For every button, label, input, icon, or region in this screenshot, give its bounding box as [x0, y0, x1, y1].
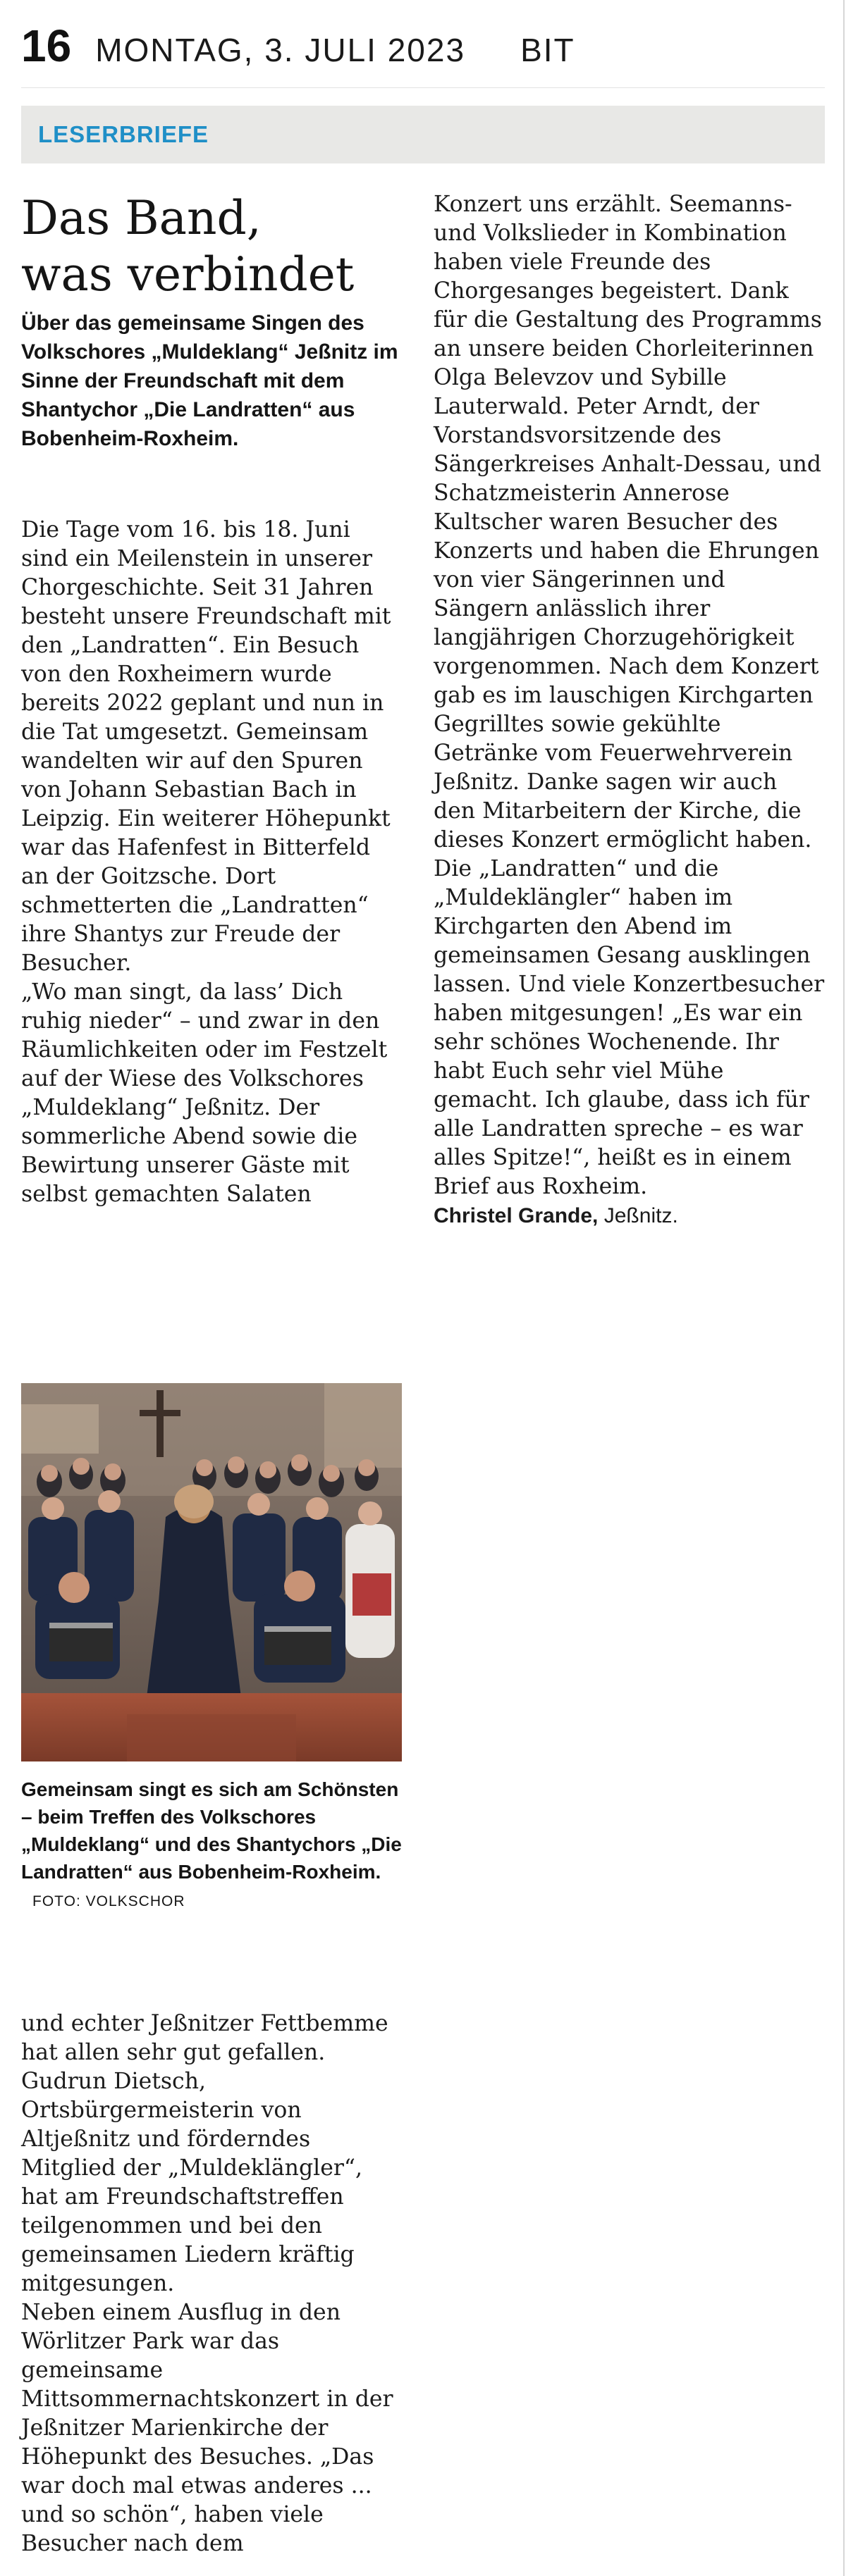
page-edge-rule: [843, 0, 845, 2576]
article-body-left-lower: [21, 2010, 402, 2558]
category-bar: [21, 106, 825, 163]
headline-line-1: Das Band,: [21, 191, 262, 245]
page-header: [21, 20, 575, 76]
author-name: Christel Grande,: [434, 1204, 599, 1227]
photo-caption: [21, 1776, 402, 1915]
headline: [21, 190, 402, 303]
paragraph-4: Neben einem Ausflug in den Wörlitzer Park war das gemeinsame Mittsommernachtskonzert in der Jeßnitzer Marienkirche der Höhepunkt des Besuches. „Das war doch mal etwas anderes ... und so schön“, haben viele Besucher nach dem: [21, 2300, 393, 2556]
article-body-left: [21, 516, 402, 1209]
header-divider: [21, 87, 825, 88]
photo-credit: FOTO: VOLKSCHOR: [32, 1893, 185, 1909]
category-label: LESERBRIEFE: [38, 121, 209, 147]
subheadline: Über das gemeinsame Singen des Volkschores „Muldeklang“ Jeßnitz im Sinne der Freundschaft mit dem Shantychor „Die Landratten“ aus Bobenheim-Roxheim.: [21, 311, 398, 450]
photo-caption-text: Gemeinsam singt es sich am Schönsten – beim Treffen des Volkschores „Muldeklang“ und des Shantychors „Die Landratten“ aus Bobenheim-Roxheim.: [21, 1778, 402, 1883]
choir-photo-illustration: [21, 1383, 402, 1761]
paragraph-6: Die „Landratten“ und die „Muldeklängler“ haben im Kirchgarten den Abend im gemeinsamen Gesang ausklingen lassen. Und viele Konzertbesucher haben mitgesungen! „Es war ein sehr schönes Wochenende. Ihr habt Euch sehr viel Mühe gemacht. Ich glaube, dass ich für alle Landratten spreche – es war alles Spitze!“, heißt es in einem Brief aus Roxheim.: [434, 856, 825, 1199]
paragraph-3: und echter Jeßnitzer Fettbemme hat allen sehr gut gefallen. Gudrun Dietsch, Ortsbürgermeisterin von Altjeßnitz und förderndes Mitglied der „Muldeklängler“, hat am Freundschaftstreffen teilgenommen und bei den gemeinsamen Liedern kräftig mitgesungen.: [21, 2011, 388, 2296]
page-number: 16: [21, 20, 72, 71]
edition-label: BIT: [520, 32, 575, 68]
choir-photo: [21, 1383, 402, 1761]
paragraph-5: Konzert uns erzählt. Seemanns- und Volkslieder in Kombination haben viele Freunde des Chorgesanges begeistert. Dank für die Gestaltung des Programms an unsere beiden Chorleiterinnen Olga Belevzov und Sybille Lauterwald. Peter Arndt, der Vorstandsvorsitzende des Sängerkreises Anhalt-Dessau, und Schatzmeisterin Annerose Kultscher waren Besucher des Konzerts und haben die Ehrungen von vier Sängerinnen und Sängern anlässlich ihrer langjährigen Chorzugehörigkeit vorgenommen. Nach dem Konzert gab es im lauschigen Kirchgarten Gegrilltes sowie gekühlte Getränke vom Feuerwehrverein Jeßnitz. Danke sagen wir auch den Mitarbeitern der Kirche, die dieses Konzert ermöglicht haben.: [434, 192, 822, 853]
article-heading: [21, 190, 402, 453]
issue-date: MONTAG, 3. JULI 2023: [95, 32, 466, 68]
author-signature: [434, 1201, 825, 1230]
headline-line-2: was verbindet: [21, 247, 355, 302]
article-body-right: [434, 190, 825, 1230]
paragraph-2: „Wo man singt, da lass’ Dich ruhig nieder“ – und zwar in den Räumlichkeiten oder im Festzelt auf der Wiese des Volkschores „Muldeklang“ Jeßnitz. Der sommerliche Abend sowie die Bewirtung unserer Gäste mit selbst gemachten Salaten: [21, 979, 388, 1207]
paragraph-1: Die Tage vom 16. bis 18. Juni sind ein Meilenstein in unserer Chorgeschichte. Seit 31 Jahren besteht unsere Freundschaft mit den „Landratten“. Ein Besuch von den Roxheimern wurde bereits 2022 geplant und nun in die Tat umgesetzt. Gemeinsam wandelten wir auf den Spuren von Johann Sebastian Bach in Leipzig. Ein weiterer Höhepunkt war das Hafenfest in Bitterfeld an der Goitzsche. Dort schmetterten die „Landratten“ ihre Shantys zur Freude der Besucher.: [21, 517, 391, 976]
author-place: Jeßnitz.: [603, 1204, 678, 1227]
